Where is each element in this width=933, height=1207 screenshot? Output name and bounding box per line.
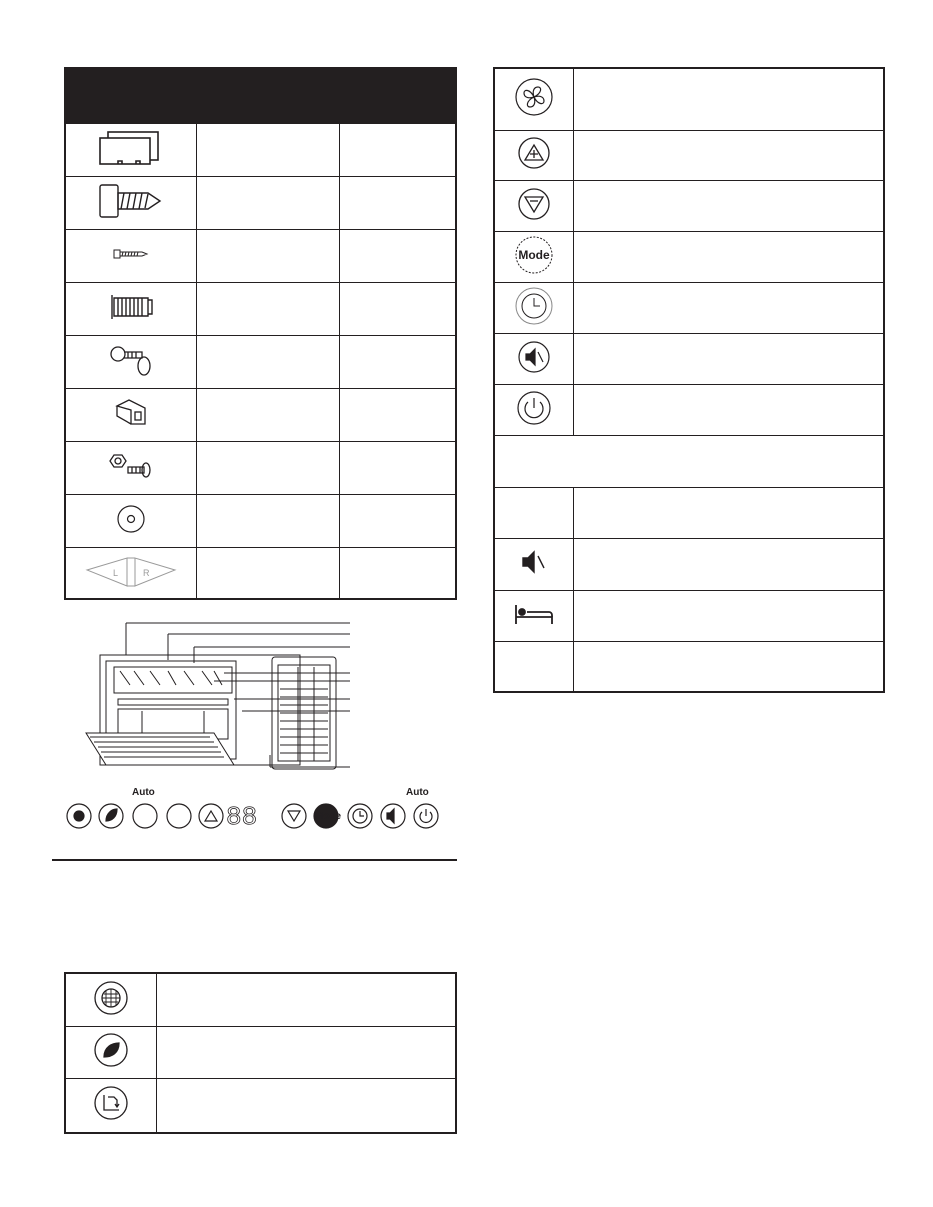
down-button[interactable] xyxy=(282,804,306,828)
up-arrow-icon xyxy=(517,136,551,175)
table-row xyxy=(495,231,883,282)
svg-text:R: R xyxy=(143,567,150,578)
table-row xyxy=(66,123,455,176)
table-row xyxy=(495,487,883,538)
table-row xyxy=(66,1078,455,1132)
svg-text:L: L xyxy=(113,567,119,578)
mushroom-bolt-icon xyxy=(106,340,156,385)
table-row xyxy=(495,590,883,641)
table-row xyxy=(66,974,455,1026)
mode-auto-indicator: Auto xyxy=(406,787,429,798)
table-row xyxy=(66,441,455,494)
fan-button[interactable] xyxy=(167,804,191,828)
mode-icon xyxy=(514,235,554,280)
control-panel xyxy=(64,784,444,838)
indicator-section-header xyxy=(495,435,883,487)
table-row xyxy=(495,538,883,590)
table-row xyxy=(66,282,455,335)
eco-leaf-icon xyxy=(93,1032,129,1073)
parts-table-header xyxy=(66,69,455,123)
table-row xyxy=(66,229,455,282)
table-row xyxy=(66,494,455,547)
auto-swing-icon xyxy=(93,1085,129,1126)
fan-auto-indicator: Auto xyxy=(132,787,155,798)
function-table xyxy=(64,972,457,1134)
large-screw-icon xyxy=(96,181,166,226)
small-screw-icon xyxy=(111,246,151,267)
power-icon xyxy=(516,390,552,431)
auto-swing-button[interactable] xyxy=(133,804,157,828)
table-row xyxy=(495,180,883,231)
parts-table xyxy=(64,67,457,600)
button-table xyxy=(493,67,885,693)
table-row xyxy=(66,335,455,388)
mute-indicator-icon xyxy=(519,549,549,580)
table-row xyxy=(66,388,455,441)
table-row xyxy=(495,130,883,180)
washer-icon xyxy=(114,502,148,541)
down-arrow-icon xyxy=(517,187,551,226)
fan-icon xyxy=(514,77,554,122)
table-row xyxy=(66,176,455,229)
clip-bracket-icon xyxy=(111,396,151,435)
table-row xyxy=(495,282,883,333)
unit-diagram xyxy=(64,615,364,775)
filter-icon xyxy=(93,980,129,1021)
table-row xyxy=(495,333,883,384)
up-button[interactable] xyxy=(199,804,223,828)
clock-icon xyxy=(514,286,554,331)
mode-button-label: Mode xyxy=(315,811,342,822)
table-row xyxy=(495,641,883,691)
bolt-icon xyxy=(106,292,156,327)
table-row xyxy=(495,384,883,435)
table-row xyxy=(66,1026,455,1078)
display-digits: 88 xyxy=(226,802,258,832)
table-row xyxy=(66,547,455,600)
mode-icon-label: Mode xyxy=(518,247,550,262)
sealing-plate-icon xyxy=(96,128,166,173)
section-divider xyxy=(52,859,457,861)
sleep-bed-icon xyxy=(513,602,555,631)
mute-icon xyxy=(517,340,551,379)
corner-brackets-icon xyxy=(83,552,179,597)
table-row xyxy=(495,69,883,130)
bolt-with-nut-icon xyxy=(106,449,156,488)
